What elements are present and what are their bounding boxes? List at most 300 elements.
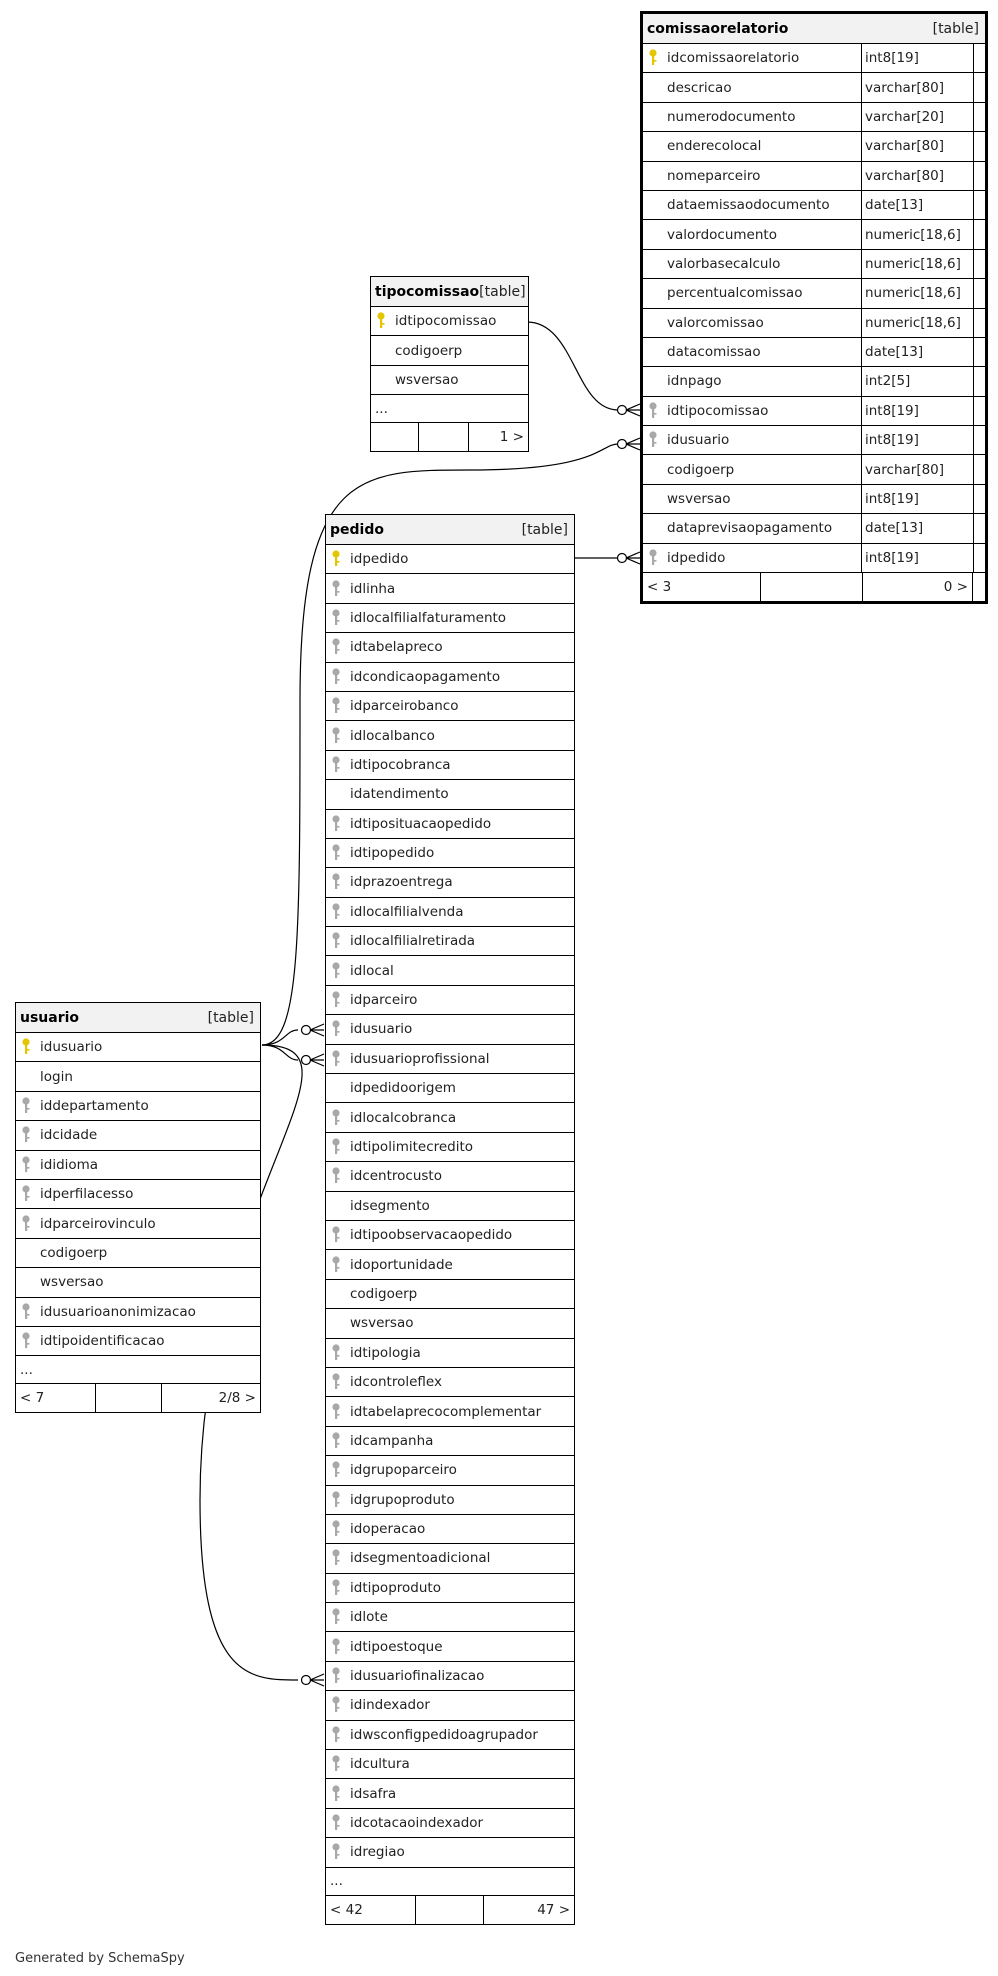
- column-type: int8[19]: [861, 544, 973, 572]
- footer-mid: [96, 1384, 162, 1412]
- column-name: idparceirobanco: [350, 698, 459, 715]
- column-row[interactable]: [16, 1151, 260, 1180]
- column-name-cell: [326, 956, 574, 984]
- edge-usuario-pedido-idusuarioprofissional: [262, 1045, 298, 1060]
- column-row[interactable]: [326, 663, 574, 692]
- column-row[interactable]: [326, 1574, 574, 1603]
- column-spacer: [973, 44, 985, 72]
- column-name-cell: [326, 1662, 574, 1690]
- column-name-cell: [326, 1603, 574, 1631]
- table-name: usuario: [20, 1009, 80, 1026]
- column-name: wsversao: [40, 1274, 104, 1291]
- column-name: idlocalfilialfaturamento: [350, 609, 507, 626]
- column-row[interactable]: [326, 721, 574, 750]
- column-name: idusuarioanonimizacao: [40, 1303, 196, 1320]
- foreign-key-icon: [330, 696, 346, 716]
- column-name: datacomissao: [667, 344, 761, 361]
- primary-key-icon: [20, 1037, 36, 1057]
- column-spacer: [973, 191, 985, 219]
- column-name-cell: [643, 309, 861, 337]
- column-name-cell: [326, 1250, 574, 1278]
- column-row[interactable]: [326, 1280, 574, 1309]
- column-name: login: [40, 1068, 73, 1085]
- no-key-icon: [647, 313, 663, 333]
- column-type: varchar[80]: [861, 455, 973, 483]
- column-row[interactable]: [326, 1632, 574, 1661]
- footer-parents: < 7: [16, 1384, 96, 1412]
- foreign-key-icon: [330, 667, 346, 687]
- column-row[interactable]: [643, 514, 985, 543]
- column-name: idcultura: [350, 1756, 410, 1773]
- column-row[interactable]: [643, 191, 985, 220]
- column-spacer: [973, 73, 985, 101]
- column-row[interactable]: [643, 162, 985, 191]
- column-name-cell: [643, 544, 861, 572]
- footer-mid: [761, 573, 863, 601]
- column-spacer: [973, 279, 985, 307]
- column-name-cell: [326, 839, 574, 867]
- table-comissaorelatorio[interactable]: [640, 11, 988, 604]
- column-row[interactable]: [326, 751, 574, 780]
- column-row[interactable]: [643, 220, 985, 249]
- column-name: idoperacao: [350, 1521, 426, 1538]
- column-name: idtipoproduto: [350, 1579, 441, 1596]
- column-name: percentualcomissao: [667, 285, 803, 302]
- column-row[interactable]: [371, 366, 528, 395]
- no-key-icon: [647, 283, 663, 303]
- column-row[interactable]: [326, 1192, 574, 1221]
- no-key-icon: [330, 784, 346, 804]
- column-row[interactable]: [326, 1515, 574, 1544]
- foreign-key-icon: [330, 1137, 346, 1157]
- no-key-icon: [647, 107, 663, 127]
- column-name-cell: [16, 1151, 260, 1179]
- column-row[interactable]: [643, 397, 985, 426]
- column-row[interactable]: [326, 1750, 574, 1779]
- column-name-cell: [326, 1838, 574, 1866]
- column-row[interactable]: [326, 1691, 574, 1720]
- foreign-key-icon: [330, 872, 346, 892]
- column-row[interactable]: [326, 1133, 574, 1162]
- table-pedido[interactable]: [325, 514, 575, 1925]
- foreign-key-icon: [330, 1255, 346, 1275]
- column-row[interactable]: [326, 1427, 574, 1456]
- column-name: idusuario: [350, 1021, 413, 1038]
- column-row[interactable]: [326, 956, 574, 985]
- column-row[interactable]: [326, 1486, 574, 1515]
- column-row[interactable]: [326, 986, 574, 1015]
- column-name: codigoerp: [395, 342, 463, 359]
- column-row[interactable]: [326, 868, 574, 897]
- column-name: idtipocomissao: [667, 402, 769, 419]
- column-name: idgrupoproduto: [350, 1491, 455, 1508]
- column-name: descricao: [667, 79, 732, 96]
- foreign-key-icon: [20, 1184, 36, 1204]
- column-row[interactable]: [326, 839, 574, 868]
- column-row[interactable]: [643, 103, 985, 132]
- column-name-cell: [371, 336, 528, 364]
- column-name-cell: [643, 426, 861, 454]
- no-key-icon: [20, 1272, 36, 1292]
- no-key-icon: [375, 370, 391, 390]
- footer-children: 1 >: [499, 429, 524, 446]
- column-row[interactable]: [326, 574, 574, 603]
- column-row[interactable]: [643, 367, 985, 396]
- column-row[interactable]: [326, 1544, 574, 1573]
- foreign-key-icon: [330, 1049, 346, 1069]
- column-name-cell: [326, 1368, 574, 1396]
- column-name: idlocalcobranca: [350, 1109, 457, 1126]
- column-name-cell: [16, 1062, 260, 1090]
- column-name-cell: [326, 1750, 574, 1778]
- column-type: varchar[80]: [861, 162, 973, 190]
- column-name: codigoerp: [667, 461, 735, 478]
- column-name: idtabelaprecocomplementar: [350, 1403, 542, 1420]
- foreign-key-icon: [330, 814, 346, 834]
- column-spacer: [973, 309, 985, 337]
- foreign-key-icon: [330, 726, 346, 746]
- generated-by-label: Generated by SchemaSpy: [15, 1951, 185, 1966]
- column-type: int8[19]: [861, 485, 973, 513]
- column-spacer: [973, 367, 985, 395]
- column-spacer: [973, 338, 985, 366]
- footer-parents: < 42: [326, 1896, 416, 1924]
- column-name-cell: [326, 927, 574, 955]
- foreign-key-icon: [330, 1108, 346, 1128]
- foreign-key-icon: [330, 843, 346, 863]
- foreign-key-icon: [330, 931, 346, 951]
- column-name: idcampanha: [350, 1432, 434, 1449]
- column-row[interactable]: [326, 1662, 574, 1691]
- column-name-cell: [326, 545, 574, 573]
- column-name-cell: [643, 485, 861, 513]
- column-name-cell: [16, 1180, 260, 1208]
- column-name-cell: [326, 1221, 574, 1249]
- foreign-key-icon: [330, 1460, 346, 1480]
- column-name: idtiposituacaopedido: [350, 815, 492, 832]
- column-name: idpedido: [350, 551, 409, 568]
- column-row[interactable]: [326, 1809, 574, 1838]
- column-row[interactable]: [326, 545, 574, 574]
- column-name-cell: [643, 103, 861, 131]
- column-row[interactable]: [326, 780, 574, 809]
- column-type: int8[19]: [861, 397, 973, 425]
- column-name-cell: [643, 73, 861, 101]
- primary-key-icon: [330, 549, 346, 569]
- column-spacer: [973, 162, 985, 190]
- column-type: numeric[18,6]: [861, 279, 973, 307]
- column-name: idpedidoorigem: [350, 1080, 456, 1097]
- foreign-key-icon: [330, 1372, 346, 1392]
- column-name: idusuariofinalizacao: [350, 1668, 485, 1685]
- column-name-cell: [326, 986, 574, 1014]
- column-name: idcomissaorelatorio: [667, 50, 800, 67]
- foreign-key-icon: [330, 1431, 346, 1451]
- column-row[interactable]: [643, 44, 985, 73]
- column-row[interactable]: [326, 810, 574, 839]
- column-type: numeric[18,6]: [861, 250, 973, 278]
- table-footer: [371, 423, 528, 451]
- table-footer: [16, 1384, 260, 1412]
- foreign-key-icon: [20, 1155, 36, 1175]
- column-name-cell: [326, 1103, 574, 1131]
- column-name: idtipoidentificacao: [40, 1333, 165, 1350]
- foreign-key-icon: [330, 1166, 346, 1186]
- column-name: idatendimento: [350, 786, 449, 803]
- column-row[interactable]: [326, 927, 574, 956]
- column-name: dataprevisaopagamento: [667, 520, 833, 537]
- column-row[interactable]: [16, 1268, 260, 1297]
- column-row[interactable]: [326, 1045, 574, 1074]
- primary-key-icon: [647, 48, 663, 68]
- more-columns: ...: [371, 395, 528, 423]
- column-name: idcidade: [40, 1127, 98, 1144]
- column-row[interactable]: [326, 1339, 574, 1368]
- column-name-cell: [326, 1779, 574, 1807]
- column-name-cell: [643, 132, 861, 160]
- foreign-key-icon: [330, 1695, 346, 1715]
- column-spacer: [973, 485, 985, 513]
- column-name-cell: [326, 1574, 574, 1602]
- foreign-key-icon: [330, 1402, 346, 1422]
- column-row[interactable]: [326, 1103, 574, 1132]
- column-name-cell: [16, 1239, 260, 1267]
- column-name: idlocal: [350, 962, 394, 979]
- column-row[interactable]: [326, 692, 574, 721]
- column-name-cell: [326, 1427, 574, 1455]
- footer-mid: [416, 1896, 484, 1924]
- column-row[interactable]: [326, 1074, 574, 1103]
- foreign-key-icon: [330, 1754, 346, 1774]
- column-name: idoportunidade: [350, 1256, 453, 1273]
- column-name: nomeparceiro: [667, 167, 761, 184]
- table-header: [16, 1003, 260, 1033]
- column-name-cell: [326, 663, 574, 691]
- column-row[interactable]: [643, 279, 985, 308]
- foreign-key-icon: [330, 608, 346, 628]
- column-row[interactable]: [326, 1779, 574, 1808]
- column-row[interactable]: [16, 1327, 260, 1356]
- column-row[interactable]: [643, 544, 985, 573]
- table-name: comissaorelatorio: [647, 20, 789, 37]
- column-name: idcentrocusto: [350, 1168, 442, 1185]
- column-row[interactable]: [326, 1397, 574, 1426]
- no-key-icon: [647, 166, 663, 186]
- no-key-icon: [647, 78, 663, 98]
- column-type: int2[5]: [861, 367, 973, 395]
- column-name-cell: [326, 721, 574, 749]
- foreign-key-icon: [330, 1666, 346, 1686]
- column-name-cell: [643, 514, 861, 542]
- foreign-key-icon: [20, 1096, 36, 1116]
- column-row[interactable]: [16, 1121, 260, 1150]
- column-type: varchar[20]: [861, 103, 973, 131]
- foreign-key-icon: [330, 990, 346, 1010]
- column-row[interactable]: [326, 1162, 574, 1191]
- column-row[interactable]: [16, 1180, 260, 1209]
- table-usuario[interactable]: [15, 1002, 261, 1413]
- column-row[interactable]: [16, 1239, 260, 1268]
- column-row[interactable]: [326, 1221, 574, 1250]
- column-name-cell: [643, 250, 861, 278]
- column-name-cell: [16, 1121, 260, 1149]
- column-name-cell: [326, 898, 574, 926]
- foreign-key-icon: [647, 548, 663, 568]
- column-row[interactable]: [326, 1721, 574, 1750]
- column-name: codigoerp: [350, 1285, 418, 1302]
- column-row[interactable]: [643, 485, 985, 514]
- column-row[interactable]: [16, 1209, 260, 1238]
- column-row[interactable]: [326, 1368, 574, 1397]
- column-name-cell: [326, 1456, 574, 1484]
- table-footer: [326, 1896, 574, 1924]
- column-name-cell: [326, 1515, 574, 1543]
- column-row[interactable]: [643, 455, 985, 484]
- table-header: [326, 515, 574, 545]
- column-name: idtipoestoque: [350, 1638, 443, 1655]
- column-name-cell: [371, 366, 528, 394]
- column-row[interactable]: [371, 336, 528, 365]
- column-name-cell: [643, 367, 861, 395]
- no-key-icon: [647, 342, 663, 362]
- no-key-icon: [647, 460, 663, 480]
- column-name: idusuarioprofissional: [350, 1050, 490, 1067]
- column-row[interactable]: [643, 309, 985, 338]
- column-name-cell: [326, 751, 574, 779]
- column-row[interactable]: [643, 426, 985, 455]
- column-name: idlocalfilialvenda: [350, 903, 464, 920]
- column-name: codigoerp: [40, 1244, 108, 1261]
- column-spacer: [973, 220, 985, 248]
- column-name-cell: [16, 1298, 260, 1326]
- column-name-cell: [326, 1133, 574, 1161]
- column-row[interactable]: [326, 1456, 574, 1485]
- column-name-cell: [643, 191, 861, 219]
- column-name: idtipocobranca: [350, 756, 451, 773]
- column-name: idprazoentrega: [350, 874, 453, 891]
- column-row[interactable]: [643, 132, 985, 161]
- column-name: enderecolocal: [667, 138, 762, 155]
- footer-mid: [419, 423, 469, 451]
- column-row[interactable]: [326, 1015, 574, 1044]
- column-name: idlocalfilialretirada: [350, 933, 476, 950]
- foreign-key-icon: [20, 1125, 36, 1145]
- column-name-cell: [16, 1268, 260, 1296]
- column-name: idcotacaoindexador: [350, 1814, 484, 1831]
- footer-children: 47 >: [537, 1901, 570, 1918]
- column-name-cell: [326, 1809, 574, 1837]
- column-row[interactable]: [326, 1838, 574, 1867]
- table-name: tipocomissao: [375, 283, 480, 300]
- column-name-cell: [16, 1209, 260, 1237]
- column-type: varchar[80]: [861, 73, 973, 101]
- foreign-key-icon: [330, 755, 346, 775]
- foreign-key-icon: [330, 1637, 346, 1657]
- column-name-cell: [326, 1691, 574, 1719]
- column-row[interactable]: [326, 898, 574, 927]
- column-name: valorbasecalculo: [667, 255, 781, 272]
- column-row[interactable]: [326, 1309, 574, 1338]
- foreign-key-icon: [20, 1214, 36, 1234]
- column-row[interactable]: [16, 1298, 260, 1327]
- column-name: wsversao: [395, 371, 459, 388]
- no-key-icon: [647, 195, 663, 215]
- column-name-cell: [326, 1162, 574, 1190]
- no-key-icon: [647, 489, 663, 509]
- foreign-key-icon: [330, 1607, 346, 1627]
- column-name: idtipoobservacaopedido: [350, 1227, 513, 1244]
- more-columns: ...: [326, 1868, 574, 1896]
- column-name-cell: [643, 220, 861, 248]
- column-name: idtipolimitecredito: [350, 1139, 474, 1155]
- column-name: wsversao: [350, 1315, 414, 1332]
- no-key-icon: [647, 371, 663, 391]
- column-name: idsafra: [350, 1785, 397, 1802]
- column-row[interactable]: [16, 1033, 260, 1062]
- column-name-cell: [326, 1074, 574, 1102]
- column-row[interactable]: [643, 73, 985, 102]
- column-row[interactable]: [16, 1062, 260, 1091]
- more-columns: ...: [16, 1356, 260, 1384]
- foreign-key-icon: [330, 1343, 346, 1363]
- edge-tipocomissao-comissaorelatorio: [527, 322, 618, 410]
- column-row[interactable]: [371, 307, 528, 336]
- column-name-cell: [326, 604, 574, 632]
- foreign-key-icon: [330, 1578, 346, 1598]
- column-row[interactable]: [16, 1092, 260, 1121]
- column-spacer: [973, 250, 985, 278]
- table-kind: [table]: [932, 20, 979, 37]
- table-header: [371, 277, 528, 307]
- column-type: numeric[18,6]: [861, 309, 973, 337]
- foreign-key-icon: [330, 1548, 346, 1568]
- column-row[interactable]: [326, 633, 574, 662]
- foreign-key-icon: [647, 430, 663, 450]
- column-name-cell: [326, 1015, 574, 1043]
- column-name: idsegmentoadicional: [350, 1550, 491, 1567]
- column-row[interactable]: [643, 250, 985, 279]
- foreign-key-icon: [330, 1490, 346, 1510]
- foreign-key-icon: [330, 637, 346, 657]
- column-row[interactable]: [326, 604, 574, 633]
- no-key-icon: [330, 1284, 346, 1304]
- table-footer: [643, 573, 985, 601]
- column-type: varchar[80]: [861, 132, 973, 160]
- column-row[interactable]: [643, 338, 985, 367]
- column-name: idtipopedido: [350, 845, 435, 862]
- foreign-key-icon: [330, 1784, 346, 1804]
- foreign-key-icon: [330, 1019, 346, 1039]
- column-spacer: [973, 455, 985, 483]
- foreign-key-icon: [20, 1331, 36, 1351]
- foreign-key-icon: [330, 961, 346, 981]
- primary-key-icon: [375, 311, 391, 331]
- column-name-cell: [326, 1397, 574, 1425]
- column-row[interactable]: [326, 1250, 574, 1279]
- table-tipocomissao[interactable]: [370, 276, 529, 452]
- column-name-cell: [326, 1192, 574, 1220]
- column-name-cell: [326, 1544, 574, 1572]
- footer-children: 2/8 >: [218, 1390, 256, 1407]
- column-row[interactable]: [326, 1603, 574, 1632]
- column-name: valordocumento: [667, 226, 777, 243]
- table-header: [643, 14, 985, 44]
- column-name-cell: [326, 633, 574, 661]
- footer-parents: [371, 423, 419, 451]
- column-name: idperfilacesso: [40, 1186, 134, 1203]
- foreign-key-icon: [330, 579, 346, 599]
- no-key-icon: [647, 254, 663, 274]
